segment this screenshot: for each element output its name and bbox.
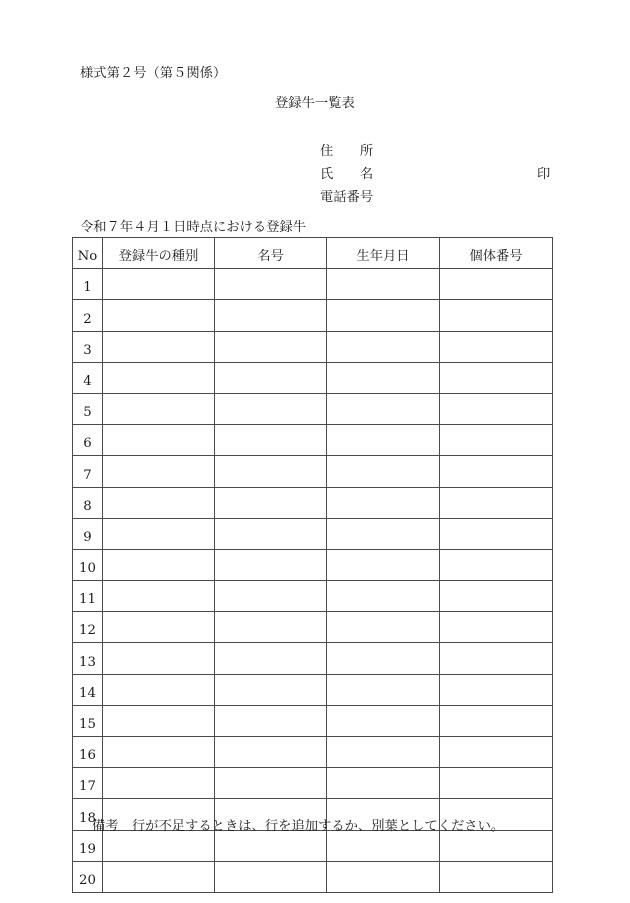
cell-id-number bbox=[440, 674, 553, 705]
table-row bbox=[73, 549, 553, 580]
cell-id-number bbox=[440, 612, 553, 643]
cell-id-number bbox=[440, 861, 553, 892]
row-number: 4 bbox=[73, 362, 103, 393]
table-row bbox=[73, 487, 553, 518]
row-number: 2 bbox=[73, 300, 103, 331]
cell-name bbox=[215, 549, 327, 580]
table-row bbox=[73, 861, 553, 892]
cell-name bbox=[215, 612, 327, 643]
table-row bbox=[73, 643, 553, 674]
table-header-row bbox=[73, 238, 553, 269]
cell-name bbox=[215, 269, 327, 300]
cell-birth-date bbox=[327, 331, 440, 362]
cell-name bbox=[215, 705, 327, 736]
column-header-birth-date: 生年月日 bbox=[327, 238, 440, 269]
cell-type bbox=[103, 612, 215, 643]
cell-birth-date bbox=[327, 581, 440, 612]
cell-birth-date bbox=[327, 830, 440, 861]
cell-type bbox=[103, 425, 215, 456]
cell-type bbox=[103, 487, 215, 518]
cell-birth-date bbox=[327, 393, 440, 424]
table-row bbox=[73, 456, 553, 487]
cell-birth-date bbox=[327, 768, 440, 799]
cell-birth-date bbox=[327, 300, 440, 331]
cell-id-number bbox=[440, 331, 553, 362]
cell-type bbox=[103, 674, 215, 705]
cell-type bbox=[103, 362, 215, 393]
cell-type bbox=[103, 861, 215, 892]
table-row bbox=[73, 674, 553, 705]
cell-name bbox=[215, 674, 327, 705]
cell-birth-date bbox=[327, 861, 440, 892]
cell-birth-date bbox=[327, 456, 440, 487]
cell-name bbox=[215, 300, 327, 331]
address-label: 住 所 bbox=[320, 144, 374, 159]
row-number: 20 bbox=[73, 861, 103, 892]
column-header-type: 登録牛の種別 bbox=[103, 238, 215, 269]
cell-type bbox=[103, 393, 215, 424]
cell-birth-date bbox=[327, 362, 440, 393]
document-title: 登録牛一覧表 bbox=[275, 96, 355, 111]
cell-name bbox=[215, 393, 327, 424]
cell-id-number bbox=[440, 393, 553, 424]
phone-label: 電話番号 bbox=[320, 190, 374, 205]
cell-name bbox=[215, 331, 327, 362]
cell-type bbox=[103, 549, 215, 580]
table-row bbox=[73, 581, 553, 612]
cell-type bbox=[103, 705, 215, 736]
cell-type bbox=[103, 830, 215, 861]
cell-type bbox=[103, 456, 215, 487]
cell-name bbox=[215, 581, 327, 612]
cell-type bbox=[103, 581, 215, 612]
cell-id-number bbox=[440, 300, 553, 331]
table-row bbox=[73, 300, 553, 331]
cell-id-number bbox=[440, 768, 553, 799]
column-header-no: No bbox=[73, 238, 103, 269]
row-number: 18 bbox=[73, 799, 103, 830]
cell-type bbox=[103, 768, 215, 799]
cell-birth-date bbox=[327, 487, 440, 518]
cell-birth-date bbox=[327, 612, 440, 643]
cell-birth-date bbox=[327, 674, 440, 705]
cell-name bbox=[215, 425, 327, 456]
column-header-id-number: 個体番号 bbox=[440, 238, 553, 269]
cell-id-number bbox=[440, 830, 553, 861]
cell-birth-date bbox=[327, 269, 440, 300]
row-number: 14 bbox=[73, 674, 103, 705]
seal-mark: 印 bbox=[537, 167, 551, 182]
cell-birth-date bbox=[327, 549, 440, 580]
row-number: 7 bbox=[73, 456, 103, 487]
cell-type bbox=[103, 643, 215, 674]
row-number: 5 bbox=[73, 393, 103, 424]
row-number: 15 bbox=[73, 705, 103, 736]
row-number: 19 bbox=[73, 830, 103, 861]
cell-id-number bbox=[440, 518, 553, 549]
table-caption: 令和７年４月１日時点における登録牛 bbox=[80, 220, 307, 235]
cell-type bbox=[103, 518, 215, 549]
form-number: 様式第２号（第５関係） bbox=[80, 66, 227, 81]
table-row bbox=[73, 830, 553, 861]
cell-birth-date bbox=[327, 425, 440, 456]
cell-birth-date bbox=[327, 705, 440, 736]
row-number: 9 bbox=[73, 518, 103, 549]
cell-id-number bbox=[440, 737, 553, 768]
cell-id-number bbox=[440, 705, 553, 736]
cell-id-number bbox=[440, 643, 553, 674]
cell-birth-date bbox=[327, 737, 440, 768]
table-row bbox=[73, 705, 553, 736]
cell-type bbox=[103, 331, 215, 362]
cell-birth-date bbox=[327, 643, 440, 674]
row-number: 17 bbox=[73, 768, 103, 799]
row-number: 8 bbox=[73, 487, 103, 518]
table-row bbox=[73, 518, 553, 549]
row-number: 16 bbox=[73, 737, 103, 768]
row-number: 10 bbox=[73, 549, 103, 580]
row-number: 1 bbox=[73, 269, 103, 300]
table-row bbox=[73, 612, 553, 643]
cell-name bbox=[215, 830, 327, 861]
table-row bbox=[73, 269, 553, 300]
cell-id-number bbox=[440, 269, 553, 300]
cell-name bbox=[215, 768, 327, 799]
cell-type bbox=[103, 269, 215, 300]
row-number: 13 bbox=[73, 643, 103, 674]
cell-name bbox=[215, 456, 327, 487]
cell-name bbox=[215, 643, 327, 674]
cell-id-number bbox=[440, 425, 553, 456]
cell-id-number bbox=[440, 487, 553, 518]
table-row bbox=[73, 331, 553, 362]
cell-type bbox=[103, 737, 215, 768]
cell-id-number bbox=[440, 581, 553, 612]
cell-name bbox=[215, 518, 327, 549]
column-header-name: 名号 bbox=[215, 238, 327, 269]
table-row bbox=[73, 768, 553, 799]
cell-name bbox=[215, 362, 327, 393]
table-row bbox=[73, 737, 553, 768]
cell-name bbox=[215, 737, 327, 768]
cell-name bbox=[215, 487, 327, 518]
cell-id-number bbox=[440, 456, 553, 487]
row-number: 3 bbox=[73, 331, 103, 362]
cell-id-number bbox=[440, 549, 553, 580]
row-number: 6 bbox=[73, 425, 103, 456]
cell-birth-date bbox=[327, 518, 440, 549]
row-number: 11 bbox=[73, 581, 103, 612]
table-row bbox=[73, 393, 553, 424]
registered-cattle-table bbox=[72, 237, 553, 893]
table-row bbox=[73, 362, 553, 393]
cell-name bbox=[215, 861, 327, 892]
cell-type bbox=[103, 300, 215, 331]
remarks-note: 備考 行が不足するときは、行を追加するか、別葉としてください。 bbox=[92, 819, 505, 834]
row-number: 12 bbox=[73, 612, 103, 643]
table-row bbox=[73, 425, 553, 456]
cell-id-number bbox=[440, 362, 553, 393]
name-label: 氏 名 bbox=[320, 167, 374, 182]
